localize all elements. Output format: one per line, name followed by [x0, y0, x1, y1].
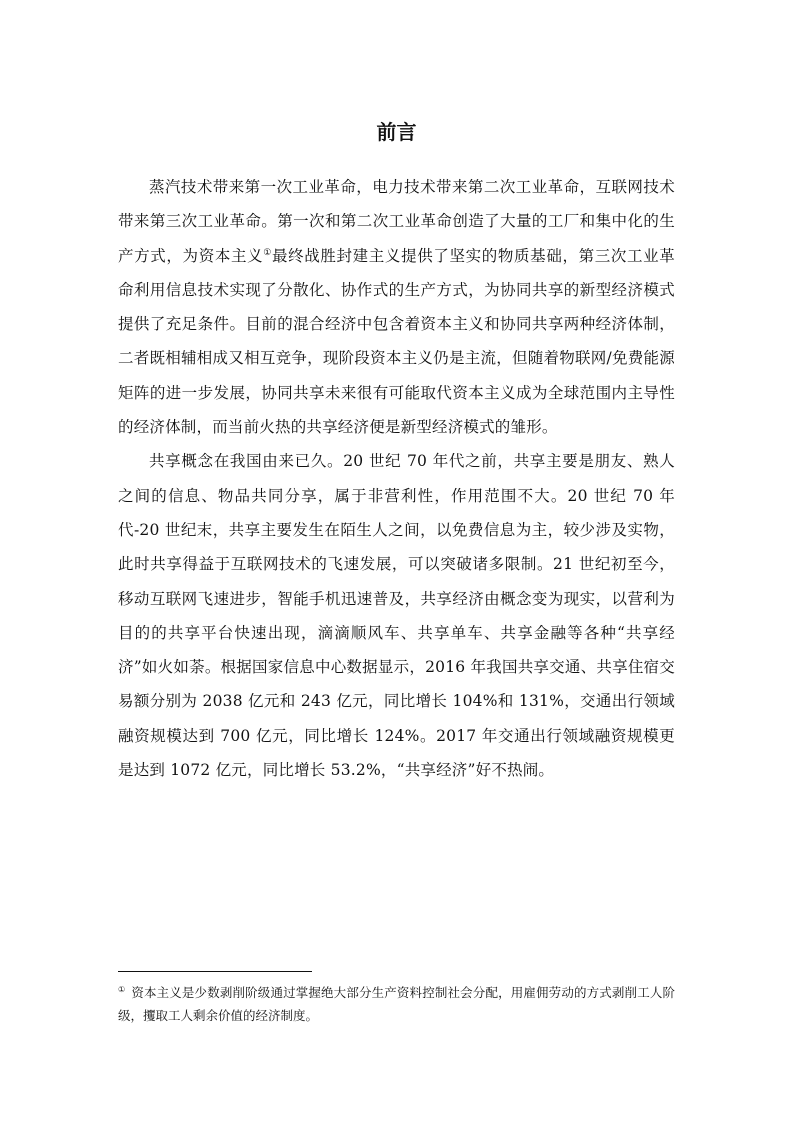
paragraph-2: 共享概念在我国由来已久。20 世纪 70 年代之前，共享主要是朋友、熟人之间的信息、物品共同分享，属于非营利性，作用范围不大。20 世纪 70 年代-20 世纪末，共享主要发生在陌生人之间，以免费信息为主，较少涉及实物，此时共享得益于互联网技术的飞速发展，可以突破诸多限制。21 世纪初至今，移动互联网飞速进步，智能手机迅速普及，共享经济由概念变为现实，以营利为目的的共享平台快速出现，滴滴顺风车、共享单车、共享金融等各种“共享经济”如火如荼。根据国家信息中心数据显示，2016 年我国共享交通、共享住宿交易额分别为 2038 亿元和 243 亿元，同比增长 104%和 131%，交通出行领域融资规模达到 700 亿元，同比增长 124%。2017 年交通出行领域融资规模更是达到 1072 亿元，同比增长 53.2%，“共享经济”好不热闹。	[118, 452, 675, 780]
paragraph-1	[118, 170, 675, 444]
body-text	[118, 170, 675, 787]
paragraph-1-text-a: 蒸汽技术带来第一次工业革命，电力技术带来第二次工业革命，互联网技术带来第三次工业革命。第一次和第二次工业革命创造了大量的工厂和集中化的生产方式，为资本主义	[118, 178, 675, 265]
page-title: 前言	[376, 120, 417, 144]
paragraph-1-text-b: 最终战胜封建主义提供了坚实的物质基础，第三次工业革命利用信息技术实现了分散化、协作式的生产方式，为协同共享的新型经济模式提供了充足条件。目前的混合经济中包含着资本主义和协同共享两种经济体制，二者既相辅相成又相互竞争，现阶段资本主义仍是主流，但随着物联网/免费能源矩阵的进一步发展，协同共享未来很有可能取代资本主义成为全球范围内主导性的经济体制，而当前火热的共享经济便是新型经济模式的雏形。	[118, 246, 675, 437]
footnote-divider	[118, 971, 312, 972]
footnote	[118, 981, 675, 1027]
footnote-mark: ①	[118, 984, 126, 994]
footnote-reference[interactable]: ①	[263, 247, 272, 258]
footnote-text: 资本主义是少数剥削阶级通过掌握绝大部分生产资料控制社会分配，用雇佣劳动的方式剥削工人阶级，攫取工人剩余价值的经济制度。	[118, 985, 675, 1023]
